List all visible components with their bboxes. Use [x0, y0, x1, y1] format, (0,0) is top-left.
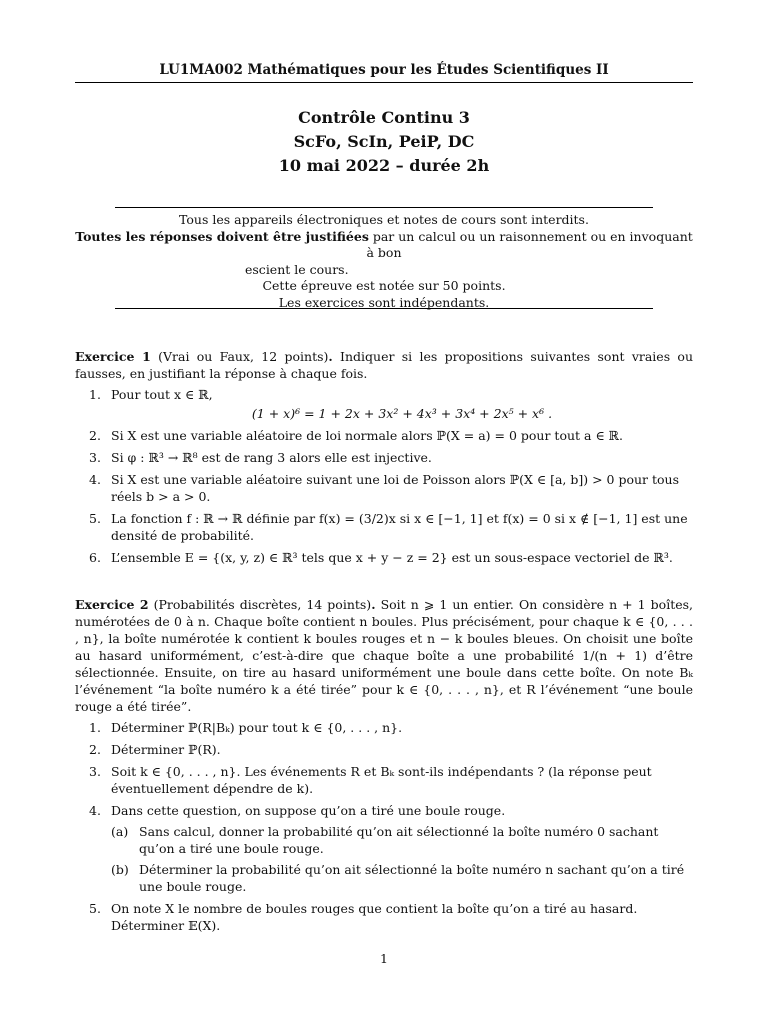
list-item: [75, 549, 693, 566]
exercise-1-statement: [75, 348, 693, 382]
item-text: L’ensemble E = {(x, y, z) ∈ ℝ³ tels que x + y − z = 2} est un sous-espace vectoriel de ℝ³.: [111, 550, 673, 565]
exercise-1-dot: .: [328, 349, 333, 364]
list-item: [75, 763, 693, 797]
list-item: [75, 427, 693, 444]
item-number: 1.: [89, 387, 101, 402]
list-item: [75, 719, 693, 736]
item-number: 5.: [89, 901, 101, 916]
exercise-2-intro: Soit n ⩾ 1 un entier. On considère n + 1 boîtes, numérotées de 0 à n. Chaque boîte contient n boules. Plus précisément, pour chaque k ∈ {0, . . . , n}, la boîte numérotée k contient k boules rouges et n − k boules bleues. On choisit une boîte au hasard uniformément, c’est-à-dire que chaque boîte a une probabilité 1/(n + 1) d’être sélectionnée. Ensuite, on tire au hasard uniformément une boule dans cette boîte. On note Bₖ l’événement “la boîte numéro k a été tirée” pour k ∈ {0, . . . , n}, et R l’événement “une boule rouge a été tirée”.: [75, 597, 694, 714]
list-item: [75, 802, 693, 895]
exercise-1-items: [75, 386, 693, 566]
item-text: Déterminer ℙ(R|Bₖ) pour tout k ∈ {0, . . . , n}.: [111, 720, 403, 735]
exercise-2-statement: [75, 596, 693, 715]
list-item: [75, 386, 693, 422]
item-text: Pour tout x ∈ ℝ,: [111, 387, 213, 402]
item-number: 2.: [89, 428, 101, 443]
instruction-line-4: Les exercices sont indépendants.: [278, 294, 490, 310]
exam-date: 10 mai 2022 – durée 2h: [278, 156, 490, 175]
item-number: 3.: [89, 450, 101, 465]
exercise-2-items: [75, 719, 693, 934]
item-text: La fonction f : ℝ → ℝ définie par f(x) = (3/2)x si x ∈ [−1, 1] et f(x) = 0 si x ∉ [−1, 1] est une densité de probabilité.: [111, 511, 688, 543]
instruction-line-2: [75, 229, 693, 262]
item-text: Dans cette question, on suppose qu’on a tiré une boule rouge.: [111, 803, 506, 818]
instruction-line-2-cont: escient le cours.: [245, 261, 349, 277]
item-formula: (1 + x)⁶ = 1 + 2x + 3x² + 4x³ + 3x⁴ + 2x⁵ + x⁶ .: [251, 406, 553, 421]
instructions-bottom-rule: [115, 308, 653, 309]
list-item: [75, 449, 693, 466]
item-number: 4.: [89, 472, 101, 487]
instruction-emphasis: Toutes les réponses doivent être justifiées: [75, 228, 369, 244]
exercise-1: [75, 348, 693, 571]
item-text: Déterminer ℙ(R).: [111, 742, 221, 757]
sub-item-text: Déterminer la probabilité qu’on ait sélectionné la boîte numéro n sachant qu’on a tiré une boule rouge.: [139, 862, 685, 894]
item-number: 4.: [89, 803, 101, 818]
exercise-2-label: Exercice 2: [75, 597, 149, 612]
item-number: 1.: [89, 720, 101, 735]
item-number: 3.: [89, 764, 101, 779]
title-block: [75, 106, 693, 178]
list-item: [75, 741, 693, 758]
item-number: 5.: [89, 511, 101, 526]
instruction-line-3: Cette épreuve est notée sur 50 points.: [262, 278, 506, 293]
exercise-1-label: Exercice 1: [75, 349, 151, 364]
instruction-line-2-rest: par un calcul ou un raisonnement ou en invoquant à bon: [366, 228, 693, 260]
instructions-top-rule: [115, 207, 653, 208]
page-number: 1: [380, 951, 388, 966]
item-text: Si X est une variable aléatoire suivant une loi de Poisson alors ℙ(X ∈ [a, b]) > 0 pour tous réels b > a > 0.: [111, 472, 679, 504]
exercise-2-meta: (Probabilités discrètes, 14 points): [148, 597, 372, 612]
sub-item-label: (b): [111, 862, 129, 877]
exercise-2: [75, 596, 693, 939]
list-item: [75, 900, 693, 934]
exercise-2-dot: .: [371, 597, 376, 612]
exam-title: Contrôle Continu 3: [298, 108, 470, 127]
item-number: 2.: [89, 742, 101, 757]
item-text: Si X est une variable aléatoire de loi normale alors ℙ(X = a) = 0 pour tout a ∈ ℝ.: [111, 428, 624, 443]
sub-item: [111, 861, 693, 895]
instructions-box: [75, 212, 693, 311]
sub-item: [111, 823, 693, 857]
item-number: 6.: [89, 550, 101, 565]
exam-groups: ScFo, ScIn, PeiP, DC: [293, 132, 475, 151]
instruction-line-1: Tous les appareils électroniques et notes de cours sont interdits.: [179, 212, 589, 227]
list-item: [75, 471, 693, 505]
list-item: [75, 510, 693, 544]
sub-item-label: (a): [111, 824, 129, 839]
item-text: On note X le nombre de boules rouges que contient la boîte qu’on a tiré au hasard. Déterminer 𝔼(X).: [111, 901, 638, 933]
exercise-1-meta: (Vrai ou Faux, 12 points): [150, 349, 329, 364]
sub-item-text: Sans calcul, donner la probabilité qu’on ait sélectionné la boîte numéro 0 sachant qu’on a tiré une boule rouge.: [139, 824, 659, 856]
item-text: Si φ : ℝ³ → ℝ⁸ est de rang 3 alors elle est injective.: [111, 450, 432, 465]
exercise-1-intro: Indiquer si les propositions suivantes sont vraies ou fausses, en justifiant la réponse à chaque fois.: [75, 349, 693, 381]
item-text: Soit k ∈ {0, . . . , n}. Les événements R et Bₖ sont-ils indépendants ? (la réponse peut éventuellement dépendre de k).: [111, 764, 652, 796]
header-rule: [75, 82, 693, 83]
course-header: LU1MA002 Mathématiques pour les Études Scientifiques II: [159, 62, 609, 78]
